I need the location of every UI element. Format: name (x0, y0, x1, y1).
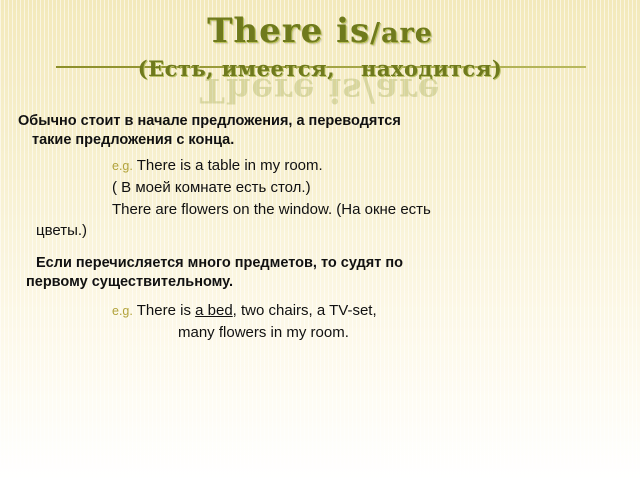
eg-label-1: e.g. (112, 159, 133, 174)
rule-two (18, 254, 626, 292)
rule-two-line-1: Если перечисляется много предметов, то судят по (36, 255, 403, 272)
rule-one-line-2: такие предложения с конца. (32, 131, 235, 148)
example-one-translation (18, 177, 626, 199)
page-subtitle (0, 56, 640, 81)
rule-one (18, 112, 626, 149)
example-one-text: There is a table in my room. (136, 157, 323, 175)
title-suffix: /are (370, 18, 433, 49)
title-text: There is (207, 11, 371, 51)
title-reflection-suffix: /are (362, 70, 441, 110)
example-three-line-two-text: many flowers in my room. (178, 323, 349, 341)
slide-body (0, 112, 640, 343)
example-two-continuation: цветы.) (36, 222, 88, 240)
example-three (18, 300, 626, 322)
page-title (0, 6, 640, 50)
example-three-before: There is (136, 301, 196, 319)
example-one (18, 155, 626, 177)
subtitle-part-2: находится) (360, 55, 503, 81)
example-three-line-two (18, 322, 626, 344)
example-one-translation-text: ( В моей комнате есть стол.) (112, 178, 311, 196)
rule-two-line-2: первому существительному. (26, 273, 233, 290)
rule-one-line-1: Обычно стоит в начале предложения, а переводятся (18, 113, 401, 129)
title-reflection-text: There is (199, 70, 363, 110)
eg-label-2: e.g. (112, 303, 133, 318)
example-three-underlined: a bed (195, 301, 233, 319)
title-area (0, 6, 640, 110)
subtitle-part-1: (Есть, имеется, (137, 55, 335, 81)
example-three-after: , two chairs, a TV-set, (232, 301, 377, 319)
example-two-text: There are flowers on the window. (На окне есть (112, 200, 431, 218)
example-two (18, 199, 626, 243)
